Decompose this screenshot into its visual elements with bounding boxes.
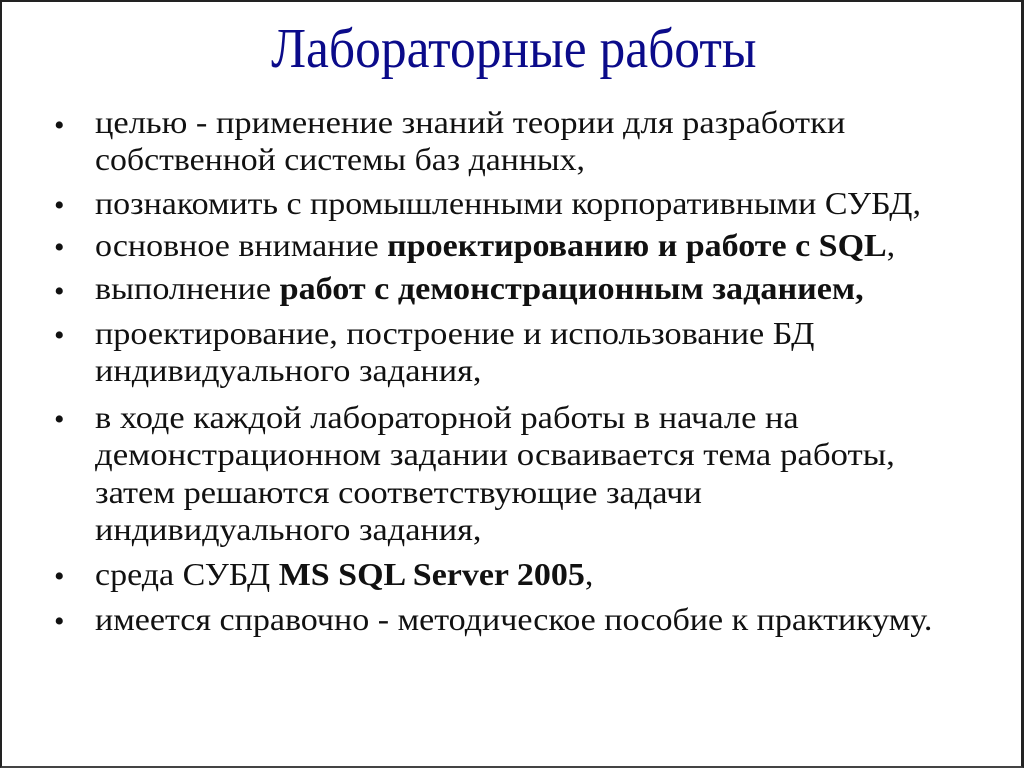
text-run: , (886, 227, 896, 263)
bullet-icon: • (54, 560, 65, 593)
text-run: среда СУБД (95, 556, 279, 592)
text-run-bold: MS SQL Server 2005 (278, 556, 585, 592)
slide-title (2, 14, 1024, 84)
text-run: индивидуального задания, (95, 352, 482, 388)
bullet-4-line-1 (95, 270, 864, 306)
bullet-2-line-1 (95, 185, 921, 221)
text-run: основное внимание (95, 227, 388, 263)
bullet-1-line-2 (95, 141, 585, 177)
text-run-bold: работ с демонстрационным заданием, (279, 270, 864, 306)
bullet-5-line-1 (95, 315, 814, 351)
bullet-icon: • (54, 605, 65, 638)
bullet-icon: • (54, 109, 65, 142)
slide-title-text: Лабораторные работы (271, 18, 757, 80)
bullet-icon: • (54, 403, 65, 436)
text-run: индивидуального задания, (95, 511, 482, 547)
text-run: проектирование, построение и использование БД (95, 315, 815, 351)
text-run: в ходе каждой лабораторной работы в начале на (95, 399, 799, 435)
bullet-8-line-1 (95, 601, 932, 637)
text-run-bold: проектированию и работе с SQL (387, 227, 887, 263)
bullet-6-line-1 (95, 399, 799, 435)
text-run: собственной системы баз данных, (95, 141, 585, 177)
bullet-6-line-2 (95, 436, 895, 472)
bullet-3-line-1 (95, 227, 895, 263)
text-run: , (584, 556, 594, 592)
bullet-6-line-3 (95, 474, 702, 510)
bullet-1-line-1 (95, 104, 845, 140)
text-run: познакомить с промышленными корпоративными СУБД, (95, 185, 921, 221)
bullet-icon: • (54, 189, 65, 222)
text-run: затем решаются соответствующие задачи (95, 474, 702, 510)
text-run: целью - применение знаний теории для разработки (95, 104, 846, 140)
text-run: выполнение (95, 270, 280, 306)
bullet-icon: • (54, 231, 65, 264)
text-run: имеется справочно - методическое пособие к практикуму. (95, 601, 933, 637)
bullet-icon: • (54, 275, 65, 308)
bullet-7-line-1 (95, 556, 593, 592)
bullet-6-line-4 (95, 511, 482, 547)
bullet-5-line-2 (95, 352, 482, 388)
bullet-icon: • (54, 319, 65, 352)
text-run: демонстрационном задании осваивается тема работы, (95, 436, 895, 472)
